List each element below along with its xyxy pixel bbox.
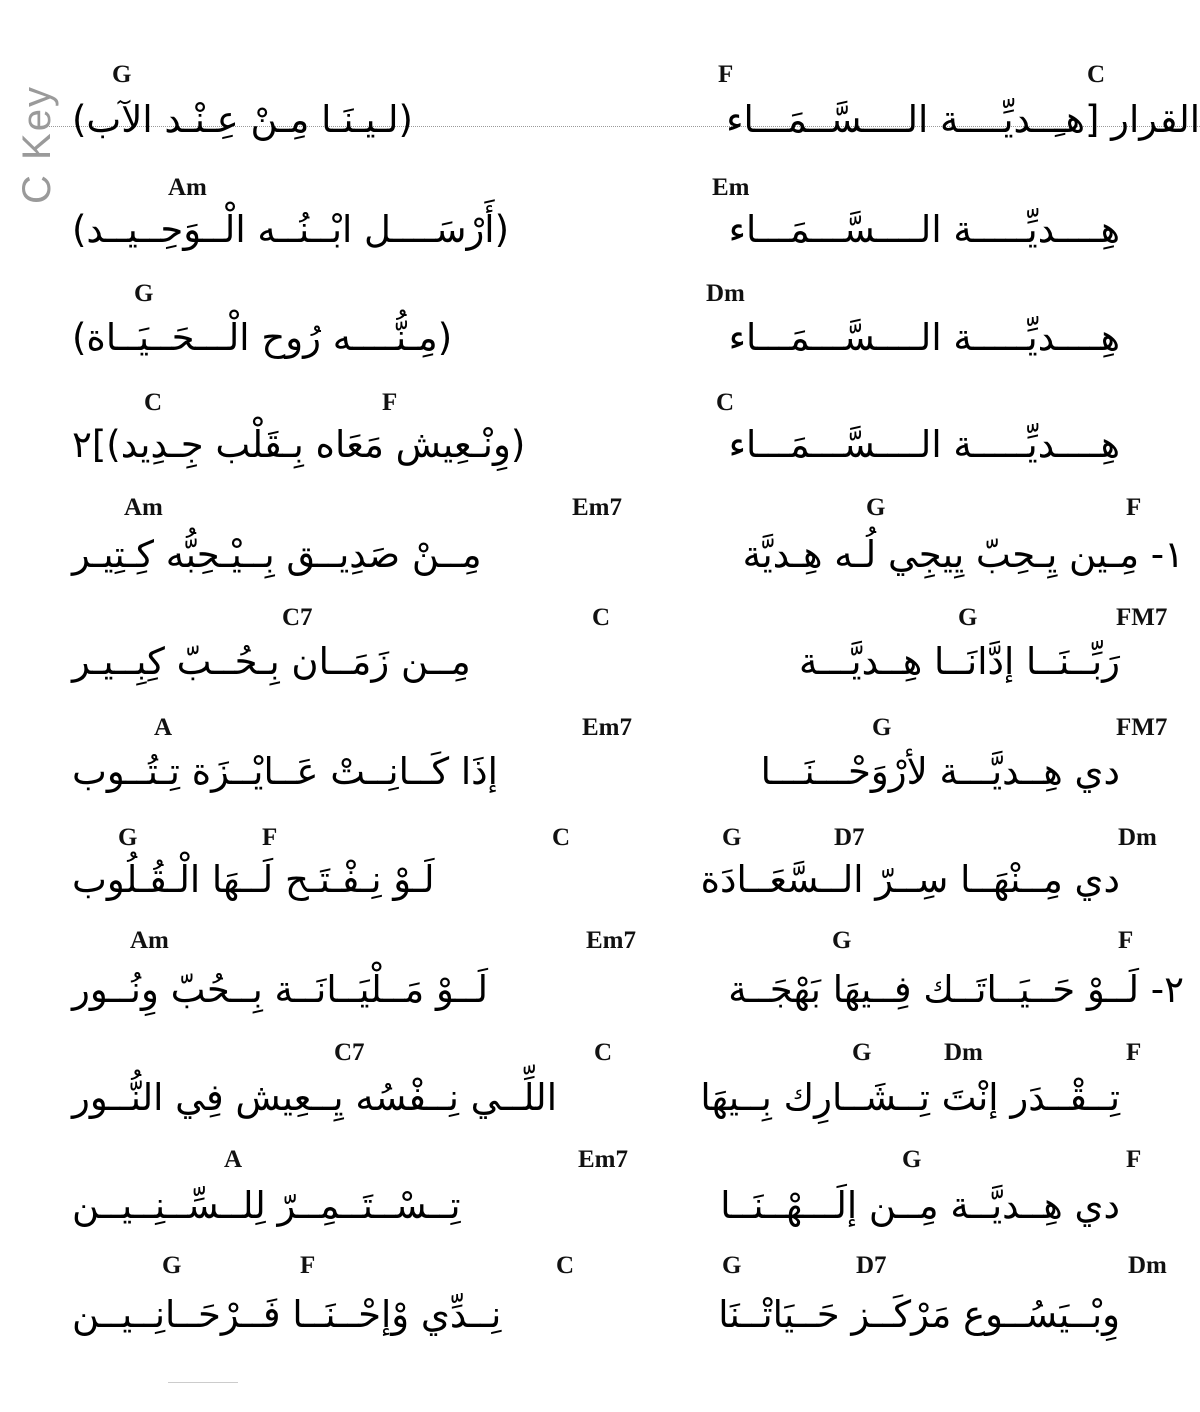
lyric-left: مِــنْ صَدِيــق بِــيْـحِبُّه كِـتِيـر — [72, 533, 482, 576]
lyric-right: وِبْــيَسُــوع مَرْكَــز حَــيَاتْــنَا — [718, 1293, 1120, 1336]
lyric-left: اللِّــي نِــفْسُه يِــعِيش فِي النُّــور — [72, 1076, 557, 1119]
chord: A — [154, 714, 173, 741]
chord: C — [552, 824, 571, 851]
chord: F — [300, 1252, 316, 1279]
lyric-right: هِــــديِّـــــة الــــسَّـــمَـــاء — [728, 316, 1120, 359]
chord: G — [118, 824, 138, 851]
lyric-right: ١- مِـين يِـحِبّ يِيجِي لُـه هِـديَّة — [742, 533, 1184, 576]
chord: G — [872, 714, 892, 741]
chord: G — [134, 280, 154, 307]
chord: F — [718, 61, 734, 88]
lyric-right: تِــقْــدَر إنْتَ تِــشَــارِك بِــيهَا — [700, 1076, 1120, 1119]
chord: D7 — [834, 824, 865, 851]
chord: F — [262, 824, 278, 851]
lyric-left: (أَرْسَــــل ابْــنُــه الْــوَحِــيــد) — [72, 208, 510, 251]
scan-mark — [168, 1382, 238, 1383]
lyric-left: (لـيـنَـا مِـنْ عِـنْـد الآب) — [72, 98, 413, 141]
chord: FM7 — [1116, 714, 1168, 741]
lyric-left: لَـوْ نِـفْـتَـح لَــهَا الْـقُـلُوب — [72, 858, 435, 901]
chord: G — [722, 1252, 742, 1279]
chord: Em7 — [582, 714, 632, 741]
chord: G — [958, 604, 978, 631]
lyric-right: هِــــديِّـــــة الــــسَّـــمَـــاء — [728, 423, 1120, 466]
lyric-left: (وِنْـعِيش مَعَاه بِـقَلْب جِـدِيد)]٢ — [72, 423, 526, 466]
chord: G — [832, 927, 852, 954]
chord: Am — [124, 494, 163, 521]
lyric-right: رَبِّــنَــا إدَّانَــا هِــديَّـــة — [798, 640, 1120, 683]
chord: G — [866, 494, 886, 521]
chord: G — [162, 1252, 182, 1279]
chord: Am — [168, 174, 207, 201]
chord: Dm — [944, 1039, 983, 1066]
chord: C — [716, 389, 735, 416]
chord: C — [144, 389, 163, 416]
lyric-right: هِــــديِّـــــة الــــسَّـــمَـــاء — [728, 208, 1120, 251]
chord: A — [224, 1146, 243, 1173]
chord: Dm — [1118, 824, 1157, 851]
chord: C — [592, 604, 611, 631]
lyric-left: إذَا كَــانِــتْ عَــايْــزَة تِـتُــوب — [72, 750, 498, 793]
chord: F — [1126, 1146, 1142, 1173]
lyric-right: دي هِــديَّــة مِــن إلَـــهْــنَــا — [720, 1184, 1120, 1227]
chord: C7 — [282, 604, 313, 631]
chord: F — [1118, 927, 1134, 954]
chord: G — [112, 61, 132, 88]
chord: Em — [712, 174, 750, 201]
chord: F — [1126, 1039, 1142, 1066]
chord: Dm — [1128, 1252, 1167, 1279]
chord: C — [556, 1252, 575, 1279]
chord: Em7 — [586, 927, 636, 954]
key-label: C Key — [14, 85, 59, 204]
lyric-left: (مِـنُّــــه رُوح الْـــحَــيَــاة) — [72, 316, 453, 359]
lyric-right: ٢- لَــوْ حَــيَــاتَــك فِــيهَا بَهْجَــة — [728, 968, 1184, 1011]
chord: D7 — [856, 1252, 887, 1279]
chord: Em7 — [572, 494, 622, 521]
chord: C — [594, 1039, 613, 1066]
chord: C7 — [334, 1039, 365, 1066]
lyric-left: لَــوْ مَــلْيَــانَــة بِــحُبّ وِنُــور — [72, 968, 489, 1011]
chord: Em7 — [578, 1146, 628, 1173]
chord: Am — [130, 927, 169, 954]
chord: F — [382, 389, 398, 416]
lyric-left: مِــن زَمَــان بِـحُــبّ كِبِــيـر — [72, 640, 471, 683]
lyric-left: نِــدِّي وْإحْــنَــا فَــرْحَــانِــيــن — [72, 1293, 502, 1336]
lyric-right: دي مِــنْهَــا سِــرّ الــسَّعَــادَة — [700, 858, 1120, 901]
chord: Dm — [706, 280, 745, 307]
lyric-right: القرار [هـِــديِّــــة الــــسَّــمَـــاء — [726, 98, 1200, 141]
lyric-left: تِــسْــتَــمِــرّ لِلــسِّــنِــيــن — [72, 1184, 461, 1227]
lyric-right: دي هِــديَّـــة لأرْوَحْـــنَـــا — [760, 750, 1120, 793]
chord: G — [722, 824, 742, 851]
chord: C — [1087, 61, 1106, 88]
chord: G — [902, 1146, 922, 1173]
chord: FM7 — [1116, 604, 1168, 631]
chord: G — [852, 1039, 872, 1066]
chord: F — [1126, 494, 1142, 521]
